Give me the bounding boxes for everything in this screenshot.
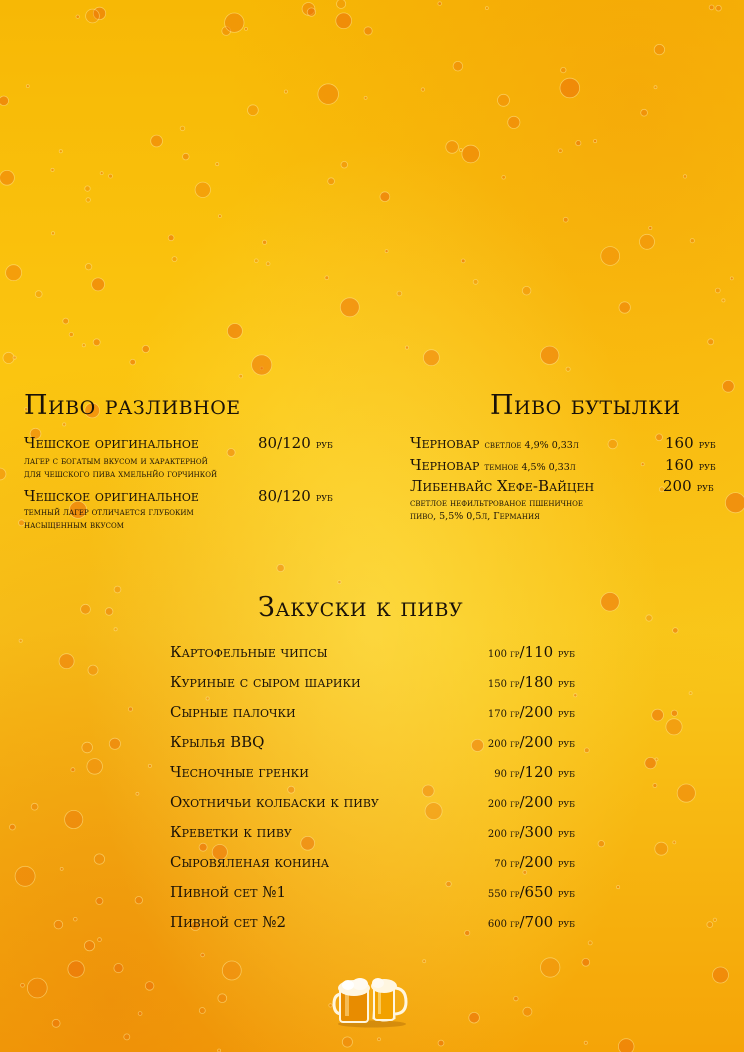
bubble — [485, 7, 488, 10]
bubble — [148, 764, 151, 767]
bubble — [284, 90, 287, 93]
bubble — [380, 192, 390, 202]
bubble — [114, 628, 117, 631]
bubble — [502, 176, 506, 180]
bubble — [653, 784, 657, 788]
bottled-item-3-price: 200 руб — [663, 477, 714, 495]
bubble — [469, 1012, 480, 1023]
snack-row: Креветки к пиву 200 гр/300 руб — [170, 823, 575, 841]
bubble — [307, 8, 315, 16]
bubble — [222, 961, 241, 980]
bubble — [641, 463, 644, 466]
bubble — [135, 897, 142, 904]
bubble — [601, 247, 620, 266]
bubble — [337, 0, 346, 9]
bubble — [266, 262, 270, 266]
bubble — [523, 1007, 532, 1016]
bubble — [76, 15, 79, 18]
bubble — [342, 1037, 352, 1047]
draft-item-1-price: 80/120 руб — [258, 434, 333, 452]
bubble — [225, 13, 244, 32]
bubble — [142, 345, 149, 352]
bubble — [124, 1034, 130, 1040]
bubble — [341, 161, 348, 168]
bubble — [151, 135, 163, 147]
bubble — [713, 918, 716, 921]
bubble — [52, 1019, 60, 1027]
bubble — [654, 86, 657, 89]
bubble — [245, 27, 248, 30]
bubble — [92, 278, 105, 291]
bottled-item-3-desc: светлое нефильтрованое пшеничное пиво, 5,5% 0,5л, Германия — [410, 498, 583, 522]
snack-row: Крылья BBQ 200 гр/200 руб — [170, 733, 575, 751]
snack-row: Охотничьи колбаски к пиву 200 гр/200 руб — [170, 793, 575, 811]
bubble — [3, 352, 14, 363]
bubble — [446, 141, 459, 154]
bubble — [508, 116, 520, 128]
bubble — [128, 707, 132, 711]
bubble — [81, 604, 91, 614]
bottled-item-2-price: 160 руб — [665, 456, 716, 474]
bubble — [709, 5, 714, 10]
bottled-beer-title: Пиво бутылки — [490, 390, 681, 421]
bubble — [340, 298, 359, 317]
bubble — [364, 27, 372, 35]
bubble — [0, 170, 14, 185]
bubble — [541, 958, 560, 977]
bubble — [10, 824, 16, 830]
bubble — [138, 1012, 142, 1016]
bubble — [239, 374, 243, 378]
bubble — [86, 198, 90, 202]
bubble — [522, 286, 531, 295]
bubble — [27, 978, 47, 998]
bubble — [84, 941, 94, 951]
bubble — [63, 423, 66, 426]
bubble — [100, 172, 103, 175]
bubble — [88, 665, 98, 675]
bubble — [114, 586, 121, 593]
bubble — [69, 332, 73, 336]
bubble — [199, 1008, 205, 1014]
bubble — [0, 468, 6, 480]
bubble — [65, 810, 83, 828]
bubble — [87, 759, 103, 775]
bubble — [6, 265, 22, 281]
bubble — [385, 250, 388, 253]
bubble — [378, 1038, 381, 1041]
bubble — [82, 742, 93, 753]
bubble — [561, 67, 566, 72]
bubble — [582, 958, 590, 966]
bubble — [328, 178, 335, 185]
bubble — [673, 841, 676, 844]
bubble — [227, 449, 235, 457]
bubble — [655, 842, 668, 855]
bubble — [584, 1041, 587, 1044]
bubble — [713, 967, 729, 983]
bottled-item-1-price: 160 руб — [665, 434, 716, 452]
bubble — [98, 938, 102, 942]
bubble — [645, 757, 656, 768]
bubble — [715, 288, 720, 293]
snacks-title: Закуски к пиву — [258, 592, 464, 623]
bubble — [459, 149, 462, 152]
bubble — [563, 217, 568, 222]
snack-row: Пивной сет №1 550 гр/650 руб — [170, 883, 575, 901]
bubble — [421, 88, 424, 91]
bubble — [438, 2, 442, 6]
bubble — [82, 344, 85, 347]
bubble — [252, 355, 272, 375]
bubble — [541, 346, 559, 364]
bubble — [130, 359, 136, 365]
snack-row: Картофельные чипсы 100 гр/110 руб — [170, 643, 575, 661]
bubble — [405, 346, 408, 349]
bubble — [94, 854, 104, 864]
beer-mugs-icon — [332, 966, 412, 1028]
draft-item-1-desc: лагер с богатым вкусом и характерной для чешского пива хмельнйо горчинкой — [24, 456, 218, 480]
bubble — [15, 866, 35, 886]
draft-beer-title: Пиво разливное — [24, 390, 241, 421]
snack-row: Пивной сет №2 600 гр/700 руб — [170, 913, 575, 931]
bubble — [438, 1040, 444, 1046]
bubble — [35, 291, 42, 298]
bubble — [652, 709, 664, 721]
bubble — [86, 9, 100, 23]
bubble — [136, 792, 139, 795]
bubble — [594, 140, 597, 143]
bubble — [730, 277, 733, 280]
bubble — [708, 339, 714, 345]
bubble — [683, 175, 686, 178]
bubble — [51, 232, 54, 235]
bubble — [218, 994, 227, 1003]
bubble — [618, 1039, 634, 1052]
bubble — [601, 593, 620, 612]
draft-item-2-desc: темный лагер отличается глубоким насыщенным вкусом — [24, 507, 194, 531]
bubble — [0, 96, 9, 106]
bubble — [51, 168, 54, 171]
bubble — [716, 5, 722, 11]
bubble — [598, 841, 604, 847]
bubble — [325, 276, 329, 280]
bubble — [338, 581, 341, 584]
bubble — [216, 163, 219, 166]
draft-item-1-name: Чешское оригинальное — [24, 434, 199, 452]
bubble — [195, 182, 210, 197]
snack-row: Чесночные гренки 90 гр/120 руб — [170, 763, 575, 781]
bubble — [263, 240, 267, 244]
bottled-item-1: Черновар светлое 4,9% 0,33л — [410, 434, 579, 452]
bubble — [183, 153, 190, 160]
bubble — [473, 280, 478, 285]
bubble — [707, 922, 713, 928]
bubble — [248, 105, 259, 116]
bubble — [96, 898, 103, 905]
draft-item-2-name: Чешское оригинальное — [24, 487, 199, 505]
bubble — [114, 964, 123, 973]
bubble — [690, 239, 694, 243]
bubble — [85, 264, 91, 270]
bubble — [105, 608, 113, 616]
bubble — [168, 235, 174, 241]
bubble — [63, 318, 69, 324]
bubble — [93, 339, 100, 346]
bubble — [666, 719, 682, 735]
snack-row: Сыровяленая конина 70 гр/200 руб — [170, 853, 575, 871]
bubble — [656, 434, 663, 441]
bubble — [576, 141, 581, 146]
bubble — [364, 96, 367, 99]
snack-row: Куриные с сыром шарики 150 гр/180 руб — [170, 673, 575, 691]
bubble — [180, 126, 185, 131]
bubble — [254, 259, 258, 263]
bubble — [423, 350, 439, 366]
bubble — [559, 149, 563, 153]
bubble — [74, 917, 78, 921]
bubble — [584, 748, 589, 753]
bubble — [145, 982, 154, 991]
draft-item-2-price: 80/120 руб — [258, 487, 333, 505]
bubble — [722, 299, 725, 302]
bubble — [206, 697, 209, 700]
bubble — [588, 941, 592, 945]
bubble — [646, 615, 652, 621]
bubble — [654, 44, 664, 54]
bubble — [201, 953, 205, 957]
bubble — [26, 85, 29, 88]
bubble — [453, 61, 463, 71]
bubble — [54, 920, 63, 929]
bubble — [85, 186, 90, 191]
bubble — [641, 109, 648, 116]
bubble — [109, 174, 113, 178]
snack-row: Сырные палочки 170 гр/200 руб — [170, 703, 575, 721]
bubble — [649, 226, 652, 229]
bubble — [619, 302, 630, 313]
bubble — [19, 639, 22, 642]
bubble — [172, 257, 177, 262]
bubble — [671, 710, 677, 716]
bubble — [498, 94, 510, 106]
bubble — [461, 259, 465, 263]
bubble — [227, 324, 242, 339]
bubble — [566, 367, 570, 371]
bubble — [722, 380, 734, 392]
bubble — [397, 291, 402, 296]
bubble — [423, 960, 426, 963]
bubble — [109, 738, 120, 749]
bubble — [640, 234, 655, 249]
bubble — [677, 784, 695, 802]
bubble — [59, 150, 62, 153]
bubble — [462, 145, 480, 163]
bubble — [71, 768, 75, 772]
bubble — [514, 996, 518, 1000]
bubble — [673, 628, 678, 633]
bottled-item-3-name: Либенвайс Хефе-Вайцен — [410, 477, 595, 495]
bubble — [68, 961, 84, 977]
bubble — [31, 803, 38, 810]
bubble — [60, 867, 63, 870]
bubble — [617, 886, 620, 889]
bubble — [725, 493, 744, 513]
bubble — [13, 356, 16, 359]
bubble — [336, 13, 352, 29]
bubble — [608, 439, 617, 448]
bubble — [59, 654, 74, 669]
bubble — [318, 84, 339, 105]
bubble — [277, 564, 284, 571]
bottled-item-2: Черновар темное 4,5% 0,33л — [410, 456, 576, 474]
bubble — [560, 78, 580, 98]
bubble — [218, 215, 221, 218]
bubble — [689, 692, 692, 695]
bubble — [21, 983, 25, 987]
